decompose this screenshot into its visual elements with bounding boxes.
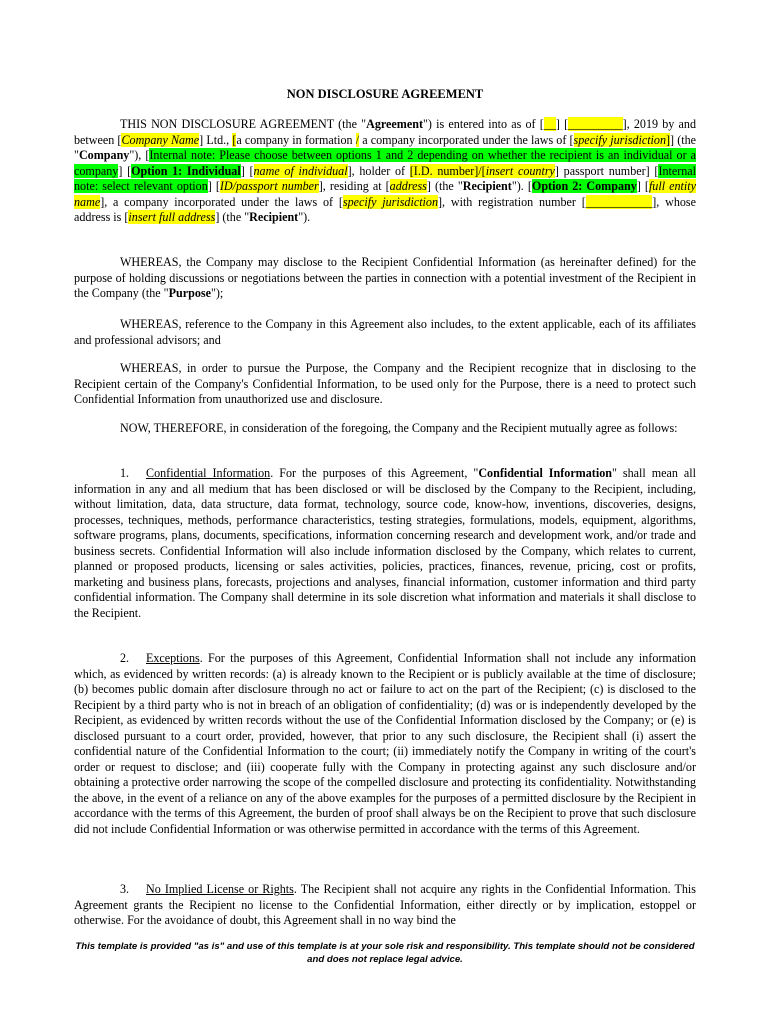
internal-note-choose-option: Internal note: Please choose between options 1 and 2 depending on whether the recipient is an individual or a company [74,148,696,178]
intro-text: ] Ltd., [199,132,233,147]
intro-text: ], residing at [ [318,179,390,193]
section-heading: Confidential Information [146,466,271,480]
intro-text: "). [ [511,179,532,193]
registration-number-field: ___________ [585,194,653,209]
id-number-option: [I.D. number]/[ [409,163,486,178]
whereas-text: WHEREAS, in order to pursue the Purpose, the Company and the Recipient recognize that in disclosing to the Recipient certain of the Company's Confidential Information, to be used only for the Purpose, there is a need to protect such Confidential Information from unauthorized use and disclosure. [74,361,696,406]
individual-name-placeholder: name of individual [253,163,348,178]
defined-term-recipient: Recipient [249,210,299,224]
full-address-placeholder: insert full address [128,210,216,224]
intro-text: a company incorporated under the laws of [ [359,132,574,147]
company-name-placeholder: Company Name [121,132,200,147]
section-heading: No Implied License or Rights [146,882,294,896]
jurisdiction-placeholder: specify jurisdiction [342,194,439,209]
section-text: " shall mean all information in any and all medium that has been disclosed or will be disclosed by the Company to the Recipient, including, without limitation, data, data structure, data format, technology, source code, know-how, inventions, discoveries, designs, processes, techniques, methods, performance characteristics, testing strategies, formulations, models, equipment, algorithms, software programs, plans, documents, specifications, information concerning research and development work, and/or trade and business secrets. Confidential Information will also include information disclosed by the Company, which relates to current, planned or proposed products, licensing or sales activities, policies, practices, finances, revenue, pricing, cost or profits, marketing and business plans, forecasts, projections and analyses, financial information, customer information and third party confidential information. The Company shall determine in its sole discretion what information and materials it shall disclose to the Recipient. [74,466,696,620]
slash-highlight: / [355,132,360,147]
defined-term-company: Company [78,148,130,162]
bracket-highlight: [ [232,132,237,147]
entity-name-placeholder: full entity name [74,179,696,209]
now-therefore-paragraph [74,421,696,437]
defined-term-confidential-information: Confidential Information [478,466,612,480]
intro-text: ] [ [118,163,132,178]
intro-text: ") is entered into as of [ [422,117,544,131]
address-placeholder: address [389,179,427,193]
document-title: NON DISCLOSURE AGREEMENT [286,87,484,101]
section-1-paragraph [74,466,696,621]
defined-term-purpose: Purpose [168,286,211,300]
intro-text: ] [ [555,117,569,131]
section-number: 2. [120,651,130,665]
whereas-protect-paragraph [74,361,696,408]
section-text: . For the purposes of this Agreement, " [270,466,479,480]
intro-text: ] passport number] [ [554,163,659,178]
country-placeholder: insert country [485,163,555,178]
whereas-affiliates-paragraph [74,317,696,348]
intro-text: ] (the " [426,179,463,193]
intro-text: ] (the " [215,210,250,224]
intro-text: THIS NON DISCLOSURE AGREEMENT (the " [120,117,367,131]
intro-text: ] (the " [74,132,697,162]
option-2-label: Option 2: Company [531,179,637,193]
whereas-text: WHEREAS, the Company may disclose to the Recipient Confidential Information (as hereinafter defined) for the purpose of holding discussions or negotiations between the parties in connection with a potential investment of the Recipient in the Company (the " [74,255,696,300]
section-3-paragraph [74,882,696,929]
whereas-text: "); [210,286,224,300]
intro-text: a company in formation [236,132,356,147]
intro-text: ], holder of [347,163,410,178]
intro-text: "), [ [129,148,150,162]
blank-day-field: __ [543,117,556,131]
disclaimer-footer: This template is provided "as is" and use of this template is at your sole risk and responsibility. This template should not be considered and does not replace legal advice. [75,941,695,965]
intro-text: ], whose address is [ [74,194,696,224]
intro-text: ], a company incorporated under the laws of [ [100,194,343,209]
defined-term-recipient: Recipient [462,179,512,193]
id-passport-placeholder: ID/passport number [219,179,319,193]
section-text: . The Recipient shall not acquire any rights in the Confidential Information. This Agreement grants the Recipient no license to the Confidential Information, either directly or by implication, estoppel or otherwise. For the avoidance of doubt, this Agreement shall in no way bind the [74,882,696,927]
jurisdiction-placeholder: specify jurisdiction [573,132,667,147]
bracket-highlight: ] [666,132,671,147]
intro-text: ], 2019 by and between [ [74,117,696,147]
whereas-purpose-paragraph [74,255,696,302]
defined-term-agreement: Agreement [366,117,423,131]
section-number: 3. [120,882,130,896]
section-heading: Exceptions [146,651,200,665]
whereas-text: WHEREAS, reference to the Company in this Agreement also includes, to the extent applicable, each of its affiliates and professional advisors; and [74,317,696,347]
internal-note-select-option: Internal note: select relevant option [74,163,697,193]
intro-text: ] [ [207,179,220,193]
blank-month-field: _________ [568,117,623,131]
intro-text: ], with registration number [ [438,194,586,209]
section-number: 1. [120,466,130,480]
intro-text: ] [ [636,179,649,193]
option-1-label: Option 1: Individual [131,163,241,178]
section-text: . For the purposes of this Agreement, Confidential Information shall not include any information which, as evidenced by written records: (a) is already known to the Recipient or is publicly available at the time of disclosure; (b) becomes public domain after disclosure through no act or failure to act on the part of the Recipient; (c) is disclosed to the Recipient by a third party who is not in breach of an obligation of confidentiality; (d) was or is independently developed by the Recipient, as evidenced by written records without the use of the Confidential Information disclosed by the Company; or (e) is disclosed pursuant to a court order, provided, however, that prior to any such disclosure, the Recipient shall (i) assert the confidential nature of the Confidential Information to the court; (ii) immediately notify the Company in writing of the court's order or request to disclose; and (iii) cooperate fully with the Company in protecting against any such disclosure and/or obtaining a protective order narrowing the scope of the compelled disclosure and protecting its confidentiality. Notwithstanding the above, in the event of a reliance on any of the above examples for the purposes of a permitted disclosure by the Recipient in accordance with the terms of this Agreement, the burden of proof shall always be on the Recipient to prove that such disclosure did not include Confidential Information or was otherwise permitted in accordance with the terms of this Agreement. [74,651,696,836]
now-therefore-text: NOW, THEREFORE, in consideration of the foregoing, the Company and the Recipient mutually agree as follows: [120,421,678,435]
intro-paragraph [74,117,696,226]
intro-text: ] [ [240,163,254,178]
intro-text: "). [298,210,311,224]
section-2-paragraph [74,651,696,837]
